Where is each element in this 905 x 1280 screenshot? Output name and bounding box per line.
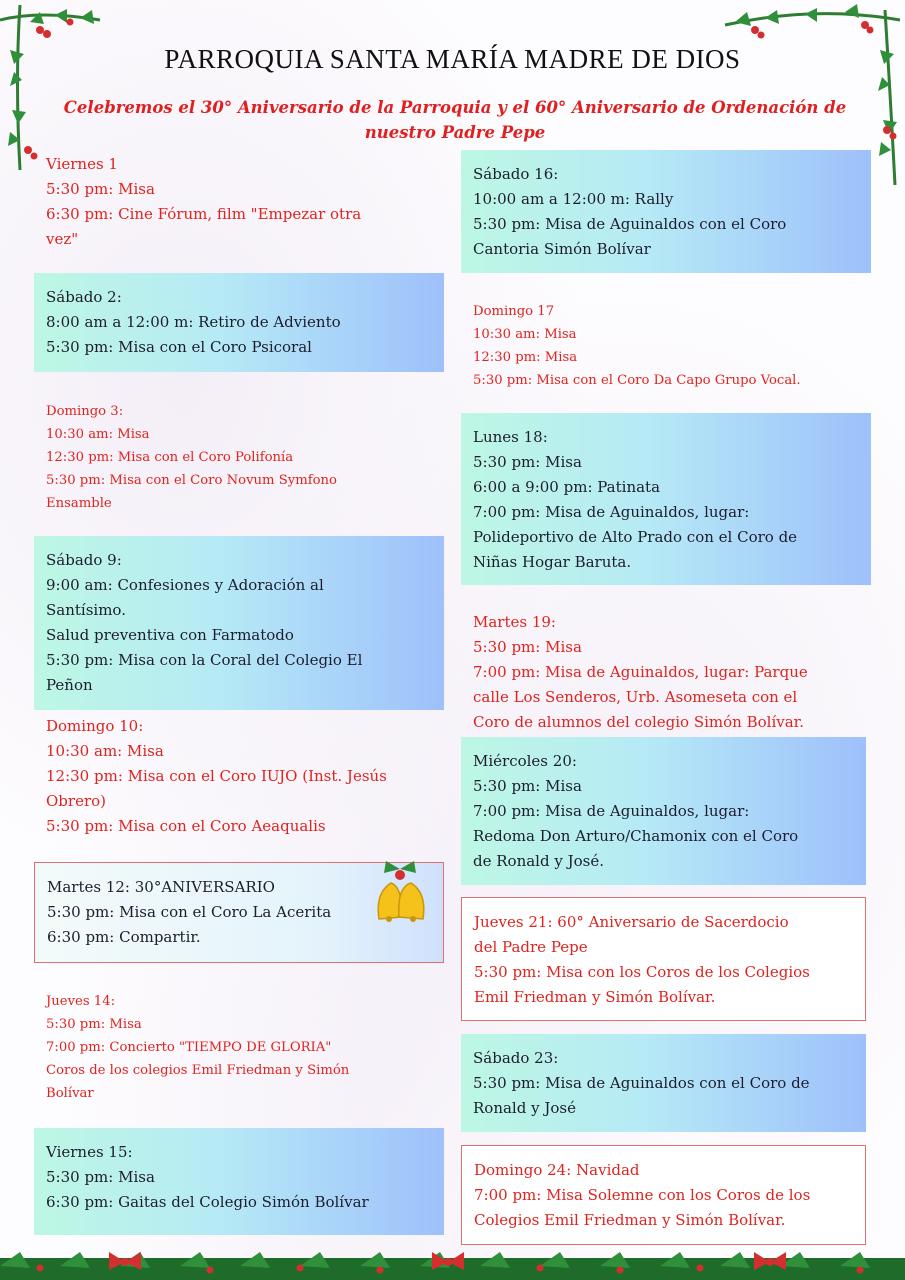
event-line: Sábado 16: — [473, 165, 559, 183]
event-line: 7:00 pm: Concierto "TIEMPO DE GLORIA" — [46, 1040, 332, 1055]
event-line: 5:30 pm: Misa — [46, 180, 155, 198]
event-line: 5:30 pm: Misa — [46, 1168, 155, 1186]
event-line: 5:30 pm: Misa con el Coro La Acerita — [47, 903, 332, 921]
event-domingo-24 — [461, 1145, 866, 1245]
event-line: 10:30 am: Misa — [46, 427, 150, 442]
event-line: 5:30 pm: Misa — [473, 453, 582, 471]
event-sabado-2 — [34, 273, 444, 372]
event-line: Niñas Hogar Baruta. — [473, 553, 632, 571]
event-line: Martes 12: 30°ANIVERSARIO — [47, 878, 275, 896]
event-line: calle Los Senderos, Urb. Asomeseta con el — [473, 688, 798, 706]
event-line: Coro de alumnos del colegio Simón Bolívar. — [473, 713, 804, 731]
event-line: 6:30 pm: Compartir. — [47, 928, 201, 946]
event-line: Sábado 2: — [46, 288, 122, 306]
event-line: 6:30 pm: Cine Fórum, film "Empezar otra — [46, 205, 362, 223]
event-line: Lunes 18: — [473, 428, 548, 446]
event-line: 5:30 pm: Misa con el Coro Novum Symfono — [46, 473, 337, 488]
event-line: Cantoria Simón Bolívar — [473, 240, 651, 258]
event-line: Domingo 3: — [46, 404, 124, 419]
event-line: Sábado 23: — [473, 1049, 559, 1067]
event-line: 5:30 pm: Misa de Aguinaldos con el Coro de — [473, 1074, 810, 1092]
event-line: 5:30 pm: Misa — [473, 638, 582, 656]
event-line: 8:00 am a 12:00 m: Retiro de Adviento — [46, 313, 341, 331]
event-viernes-1 — [34, 140, 434, 252]
event-line: Ronald y José — [473, 1099, 576, 1117]
event-line: Santísimo. — [46, 601, 126, 619]
event-line: Colegios Emil Friedman y Simón Bolívar. — [474, 1211, 786, 1229]
page-title: PARROQUIA SANTA MARÍA MADRE DE DIOS — [164, 44, 741, 74]
event-line: Obrero) — [46, 792, 106, 810]
event-domingo-17 — [461, 288, 881, 392]
event-line: Domingo 10: — [46, 717, 144, 735]
event-line: Martes 19: — [473, 613, 556, 631]
event-line: 7:00 pm: Misa Solemne con los Coros de los — [474, 1186, 811, 1204]
event-line: 12:30 pm: Misa con el Coro IUJO (Inst. Jesús — [46, 767, 387, 785]
event-line: 5:30 pm: Misa con la Coral del Colegio El — [46, 651, 363, 669]
event-viernes-15 — [34, 1128, 444, 1235]
event-line: Domingo 24: Navidad — [474, 1161, 640, 1179]
event-jueves-14 — [34, 978, 434, 1105]
event-line: Redoma Don Arturo/Chamonix con el Coro — [473, 827, 799, 845]
event-line: Domingo 17 — [473, 304, 555, 319]
event-line: 5:30 pm: Misa con los Coros de los Colegios — [474, 963, 810, 981]
event-line: 5:30 pm: Misa de Aguinaldos con el Coro — [473, 215, 787, 233]
event-domingo-3 — [34, 388, 434, 515]
event-martes-19 — [461, 598, 881, 735]
event-sabado-9 — [34, 536, 444, 710]
event-line: Peñon — [46, 676, 93, 694]
event-line: 5:30 pm: Misa — [473, 777, 582, 795]
subtitle: Celebremos el 30° Aniversario de la Parroquia y el 60° Aniversario de Ordenación de nuestro Padre Pepe — [63, 98, 847, 142]
event-line: Viernes 15: — [46, 1143, 133, 1161]
event-miercoles-20 — [461, 737, 866, 885]
event-line: 10:30 am: Misa — [46, 742, 164, 760]
event-line: 12:30 pm: Misa con el Coro Polifonía — [46, 450, 294, 465]
event-line: 5:30 pm: Misa con el Coro Psicoral — [46, 338, 312, 356]
event-line: Jueves 14: — [46, 994, 116, 1009]
event-line: de Ronald y José. — [473, 852, 604, 870]
christmas-bells-icon — [365, 859, 435, 927]
event-line: Emil Friedman y Simón Bolívar. — [474, 988, 716, 1006]
event-line: 7:00 pm: Misa de Aguinaldos, lugar: Parque — [473, 663, 808, 681]
event-line: Viernes 1 — [46, 155, 118, 173]
event-line: 6:30 pm: Gaitas del Colegio Simón Bolívar — [46, 1193, 369, 1211]
event-line: 7:00 pm: Misa de Aguinaldos, lugar: — [473, 802, 750, 820]
event-line: Bolívar — [46, 1086, 94, 1101]
event-sabado-23 — [461, 1034, 866, 1132]
event-line: del Padre Pepe — [474, 938, 588, 956]
event-lunes-18 — [461, 413, 871, 585]
event-line: Salud preventiva con Farmatodo — [46, 626, 294, 644]
event-line: 6:00 a 9:00 pm: Patinata — [473, 478, 661, 496]
event-line: 5:30 pm: Misa con el Coro Da Capo Grupo Vocal. — [473, 373, 801, 388]
event-line: 10:00 am a 12:00 m: Rally — [473, 190, 674, 208]
event-line: Coros de los colegios Emil Friedman y Simón — [46, 1063, 350, 1078]
event-line: Polideportivo de Alto Prado con el Coro de — [473, 528, 798, 546]
event-jueves-21 — [461, 897, 866, 1021]
event-line: 12:30 pm: Misa — [473, 350, 578, 365]
event-line: 10:30 am: Misa — [473, 327, 577, 342]
event-line: vez" — [46, 230, 79, 248]
garland-icon — [0, 1246, 905, 1280]
event-sabado-16 — [461, 150, 871, 273]
event-line: 7:00 pm: Misa de Aguinaldos, lugar: — [473, 503, 750, 521]
event-line: 9:00 am: Confesiones y Adoración al — [46, 576, 324, 594]
event-line: Sábado 9: — [46, 551, 122, 569]
event-line: Jueves 21: 60° Aniversario de Sacerdocio — [474, 913, 789, 931]
event-martes-12 — [34, 862, 444, 963]
event-line: Ensamble — [46, 496, 112, 511]
event-domingo-10 — [34, 702, 434, 839]
event-line: Miércoles 20: — [473, 752, 577, 770]
event-line: 5:30 pm: Misa con el Coro Aeaqualis — [46, 817, 326, 835]
event-line: 5:30 pm: Misa — [46, 1017, 142, 1032]
